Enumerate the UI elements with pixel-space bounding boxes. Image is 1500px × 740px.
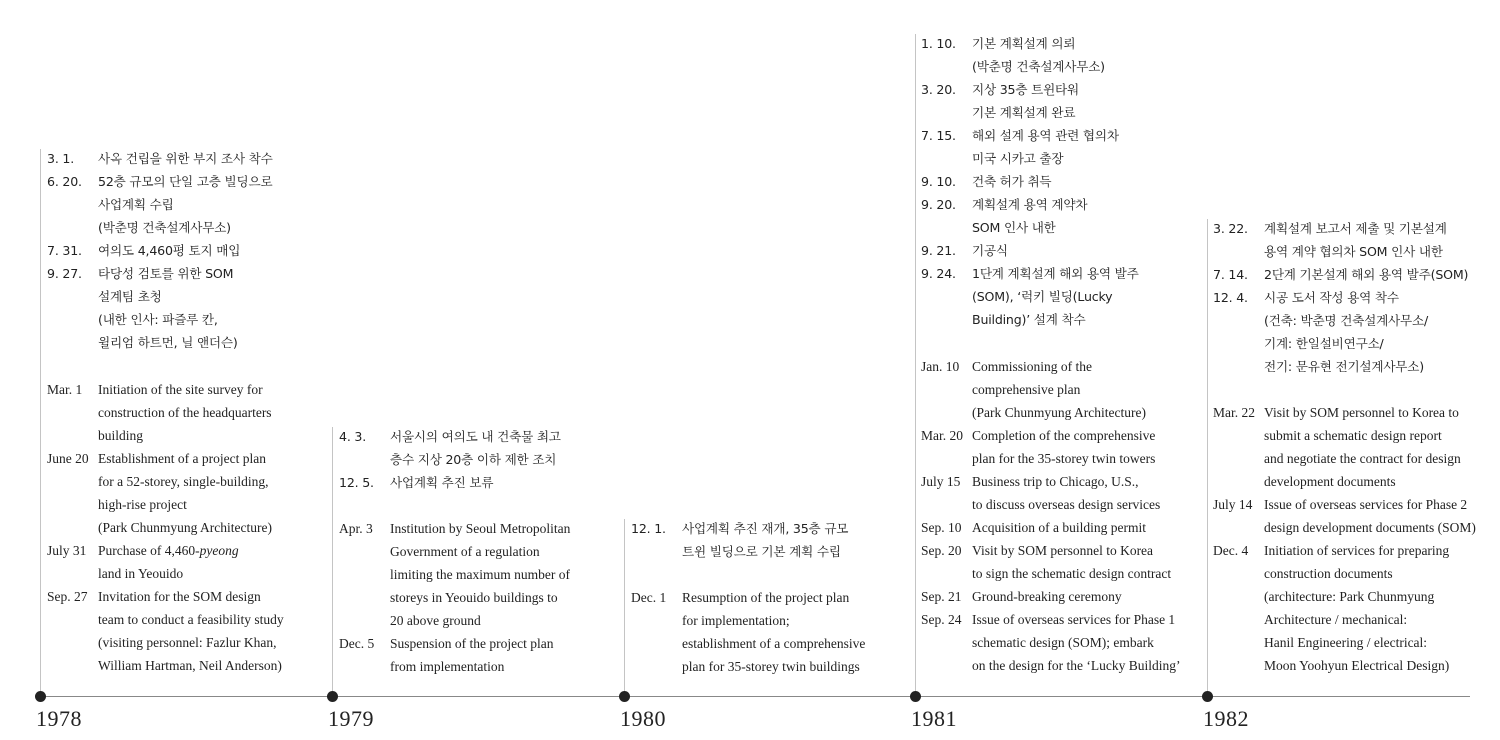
event-date: 9. 24. [921, 266, 956, 281]
timeline-event [921, 424, 1251, 470]
event-line: 트윈 빌딩으로 기본 계획 수립 [682, 544, 841, 559]
year-label: 1982 [1203, 706, 1249, 731]
event-line: storeys in Yeouido buildings to [390, 590, 558, 605]
event-line: Initiation of services for preparing [1264, 543, 1450, 558]
event-line: 기공식 [972, 243, 1008, 258]
event-date: Sep. 10 [921, 520, 962, 535]
event-description [972, 470, 1160, 516]
event-line: 서울시의 여의도 내 건축물 최고 [390, 429, 561, 444]
event-date: July 31 [47, 543, 87, 558]
event-date: 7. 31. [47, 243, 82, 258]
timeline-event [47, 170, 377, 239]
event-line: (Park Chunmyung Architecture) [98, 520, 272, 535]
event-date: June 20 [47, 451, 89, 466]
event-description [972, 424, 1155, 470]
event-date: 9. 20. [921, 197, 956, 212]
event-description [98, 585, 284, 677]
event-date: 3. 22. [1213, 221, 1248, 236]
event-date: 4. 3. [339, 429, 367, 444]
event-line: Commissioning of the [972, 359, 1093, 374]
timeline-event [1213, 539, 1500, 677]
event-date: 3. 20. [921, 82, 956, 97]
year-connector-line [915, 34, 916, 696]
event-line: 윌리엄 하트먼, 닐 앤더슨) [98, 335, 238, 350]
event-date: Sep. 21 [921, 589, 962, 604]
event-date: Sep. 20 [921, 543, 962, 558]
event-line: Moon Yoohyun Electrical Design) [1264, 658, 1450, 673]
timeline-event [47, 239, 377, 262]
event-description [972, 32, 1105, 78]
timeline-event [921, 516, 1251, 539]
event-line: 계획설계 용역 계약차 [972, 197, 1088, 212]
english-events [631, 586, 961, 678]
event-description [972, 170, 1051, 193]
event-line: plan for the 35-storey twin towers [972, 451, 1156, 466]
timeline-event [631, 586, 961, 678]
event-line: establishment of a comprehensive [682, 636, 866, 651]
event-date: Jan. 10 [921, 359, 960, 374]
event-description [1264, 401, 1461, 493]
english-events [921, 355, 1251, 677]
event-description [1264, 263, 1468, 286]
event-line: for implementation; [682, 613, 790, 628]
event-description [972, 193, 1087, 239]
event-date: Mar. 1 [47, 382, 83, 397]
event-date: Sep. 24 [921, 612, 962, 627]
event-line: Ground-breaking ceremony [972, 589, 1122, 604]
event-line: (내한 인사: 파즐루 칸, [98, 312, 218, 327]
event-description [972, 355, 1146, 424]
timeline-event [339, 632, 669, 678]
english-events [339, 517, 669, 678]
year-label: 1981 [911, 706, 957, 731]
event-line: 기본 계획설계 완료 [972, 105, 1076, 120]
timeline-event [921, 608, 1251, 677]
event-line: 지상 35층 트윈타워 [972, 82, 1079, 97]
timeline-event [339, 425, 669, 471]
event-line: (박춘명 건축설계사무소) [972, 59, 1105, 74]
timeline-event [47, 262, 377, 354]
event-line: 사업계획 추진 재개, 35층 규모 [682, 521, 849, 536]
event-line: 미국 시카고 출장 [972, 151, 1064, 166]
event-date: 1. 10. [921, 36, 956, 51]
event-line: (visiting personnel: Fazlur Khan, [98, 635, 277, 650]
event-description [390, 425, 561, 471]
event-description [1264, 493, 1476, 539]
event-line: Invitation for the SOM design [98, 589, 261, 604]
event-line: 타당성 검토를 위한 SOM [98, 266, 234, 281]
timeline-event [921, 124, 1251, 170]
event-line: SOM 인사 내한 [972, 220, 1056, 235]
event-line: Government of a regulation [390, 544, 540, 559]
event-line: Establishment of a project plan [98, 451, 266, 466]
event-line: comprehensive plan [972, 382, 1081, 397]
timeline-event [47, 147, 377, 170]
event-description [390, 471, 493, 494]
event-line: 시공 도서 작성 용역 착수 [1264, 290, 1399, 305]
event-description [390, 517, 570, 632]
event-line: Completion of the comprehensive [972, 428, 1156, 443]
korean-events [1213, 217, 1500, 378]
event-date: 12. 1. [631, 521, 666, 536]
event-description [972, 585, 1122, 608]
event-line: Business trip to Chicago, U.S., [972, 474, 1139, 489]
timeline-event [339, 517, 669, 632]
event-description [1264, 217, 1447, 263]
event-line: schematic design (SOM); embark [972, 635, 1154, 650]
event-date: Mar. 22 [1213, 405, 1255, 420]
event-date: 7. 14. [1213, 267, 1248, 282]
event-date: Dec. 5 [339, 636, 375, 651]
event-line: 사업계획 수립 [98, 197, 174, 212]
timeline-event [921, 170, 1251, 193]
year-connector-line [40, 149, 41, 696]
event-line: 2단계 기본설계 해외 용역 발주(SOM) [1264, 267, 1469, 282]
event-line: Initiation of the site survey for [98, 382, 263, 397]
event-line: Institution by Seoul Metropolitan [390, 521, 571, 536]
event-line: 전기: 문유현 전기설계사무소) [1264, 359, 1424, 374]
event-date: Dec. 4 [1213, 543, 1249, 558]
timeline-event [47, 378, 377, 447]
year-connector-line [1207, 219, 1208, 696]
event-description [972, 78, 1079, 124]
event-description [682, 517, 848, 563]
event-line: limiting the maximum number of [390, 567, 570, 582]
timeline-event [921, 539, 1251, 585]
timeline-event [1213, 263, 1500, 286]
event-line: 설계팀 초청 [98, 289, 162, 304]
year-connector-line [332, 427, 333, 696]
event-date: 6. 20. [47, 174, 82, 189]
event-date: 12. 4. [1213, 290, 1248, 305]
year-marker-dot [1202, 691, 1213, 702]
event-date: 7. 15. [921, 128, 956, 143]
event-description [972, 539, 1171, 585]
year-marker-dot [619, 691, 630, 702]
event-date: July 14 [1213, 497, 1253, 512]
event-line: Suspension of the project plan [390, 636, 554, 651]
english-events [47, 378, 377, 677]
korean-events [921, 32, 1251, 331]
timeline-event [339, 471, 669, 494]
event-line: 52층 규모의 단일 고층 빌딩으로 [98, 174, 273, 189]
event-line: Resumption of the project plan [682, 590, 850, 605]
year-marker-dot [35, 691, 46, 702]
event-date: 9. 21. [921, 243, 956, 258]
timeline-event [921, 585, 1251, 608]
event-date: 9. 27. [47, 266, 82, 281]
timeline-event [631, 517, 961, 563]
event-description [682, 586, 865, 678]
event-line: construction of the headquarters [98, 405, 272, 420]
event-description [98, 147, 273, 170]
event-line: Purchase of 4,460-pyeong [98, 543, 239, 558]
event-description [1264, 286, 1428, 378]
event-line: Hanil Engineering / electrical: [1264, 635, 1428, 650]
event-date: 3. 1. [47, 151, 75, 166]
event-line: 여의도 4,460평 토지 매입 [98, 243, 241, 258]
event-line: 기본 계획설계 의뢰 [972, 36, 1076, 51]
event-line: 기계: 한일설비연구소/ [1264, 336, 1384, 351]
event-line: 20 above ground [390, 613, 481, 628]
event-description [972, 516, 1146, 539]
event-date: 9. 10. [921, 174, 956, 189]
timeline-event [47, 447, 377, 539]
year-marker-dot [910, 691, 921, 702]
event-line: 사옥 건립을 위한 부지 조사 착수 [98, 151, 273, 166]
event-date: Sep. 27 [47, 589, 88, 604]
event-line: development documents [1264, 474, 1396, 489]
event-line: Visit by SOM personnel to Korea [972, 543, 1154, 558]
event-line: 용역 계약 협의차 SOM 인사 내한 [1264, 244, 1443, 259]
event-line: on the design for the ‘Lucky Building’ [972, 658, 1181, 673]
korean-events [339, 425, 669, 494]
event-description [972, 608, 1180, 677]
event-line: for a 52-storey, single-building, [98, 474, 269, 489]
year-label: 1979 [328, 706, 374, 731]
event-line: Issue of overseas services for Phase 1 [972, 612, 1176, 627]
year-marker-dot [327, 691, 338, 702]
event-description [98, 239, 240, 262]
event-line: team to conduct a feasibility study [98, 612, 284, 627]
year-connector-line [624, 519, 625, 696]
timeline-event [47, 539, 377, 585]
korean-events [47, 147, 377, 354]
event-line: 사업계획 추진 보류 [390, 475, 494, 490]
event-description [1264, 539, 1449, 677]
event-description [98, 170, 272, 239]
event-date: 12. 5. [339, 475, 374, 490]
event-line: Visit by SOM personnel to Korea to [1264, 405, 1459, 420]
event-line: submit a schematic design report [1264, 428, 1442, 443]
year-label: 1978 [36, 706, 82, 731]
event-description [972, 262, 1139, 331]
year-label: 1980 [620, 706, 666, 731]
event-line: 건축 허가 취득 [972, 174, 1052, 189]
event-line: to discuss overseas design services [972, 497, 1161, 512]
event-line: 계획설계 보고서 제출 및 기본설계 [1264, 221, 1447, 236]
timeline-event [1213, 217, 1500, 263]
event-description [98, 262, 238, 354]
event-line: 층수 지상 20층 이하 제한 조치 [390, 452, 557, 467]
event-line: (건축: 박춘명 건축설계사무소/ [1264, 313, 1428, 328]
event-description [390, 632, 553, 678]
event-date: Dec. 1 [631, 590, 667, 605]
event-line: construction documents [1264, 566, 1393, 581]
event-line: (Park Chunmyung Architecture) [972, 405, 1146, 420]
event-description [972, 239, 1008, 262]
event-line: 해외 설계 용역 관련 협의차 [972, 128, 1119, 143]
event-line: Architecture / mechanical: [1264, 612, 1408, 627]
event-line: (박춘명 건축설계사무소) [98, 220, 231, 235]
timeline-event [1213, 493, 1500, 539]
event-line: building [98, 428, 144, 443]
event-line: design development documents (SOM) [1264, 520, 1476, 535]
event-line: and negotiate the contract for design [1264, 451, 1461, 466]
event-line: William Hartman, Neil Anderson) [98, 658, 282, 673]
event-line: from implementation [390, 659, 505, 674]
event-line: plan for 35-storey twin buildings [682, 659, 860, 674]
event-date: Apr. 3 [339, 521, 373, 536]
korean-events [631, 517, 961, 563]
event-line: to sign the schematic design contract [972, 566, 1172, 581]
event-date: Mar. 20 [921, 428, 963, 443]
timeline-event [921, 78, 1251, 124]
event-description [98, 447, 272, 539]
english-events [1213, 401, 1500, 677]
timeline-event [921, 262, 1251, 331]
timeline-event [1213, 286, 1500, 378]
event-line: Acquisition of a building permit [972, 520, 1146, 535]
timeline-event [921, 470, 1251, 516]
timeline-event [921, 355, 1251, 424]
timeline-event [1213, 401, 1500, 493]
event-line: high-rise project [98, 497, 187, 512]
event-line: 1단계 계획설계 해외 용역 발주 [972, 266, 1139, 281]
event-line: Building)’ 설계 착수 [972, 312, 1086, 327]
timeline-event [921, 239, 1251, 262]
timeline-event [47, 585, 377, 677]
timeline-event [921, 32, 1251, 78]
event-description [98, 378, 272, 447]
timeline-axis [40, 696, 1470, 697]
event-date: July 15 [921, 474, 961, 489]
event-line: Issue of overseas services for Phase 2 [1264, 497, 1468, 512]
event-line: land in Yeouido [98, 566, 184, 581]
event-line: (SOM), ‘럭키 빌딩(Lucky [972, 289, 1113, 304]
event-description [972, 124, 1119, 170]
timeline-event [921, 193, 1251, 239]
event-description [98, 539, 239, 585]
event-line: (architecture: Park Chunmyung [1264, 589, 1435, 604]
